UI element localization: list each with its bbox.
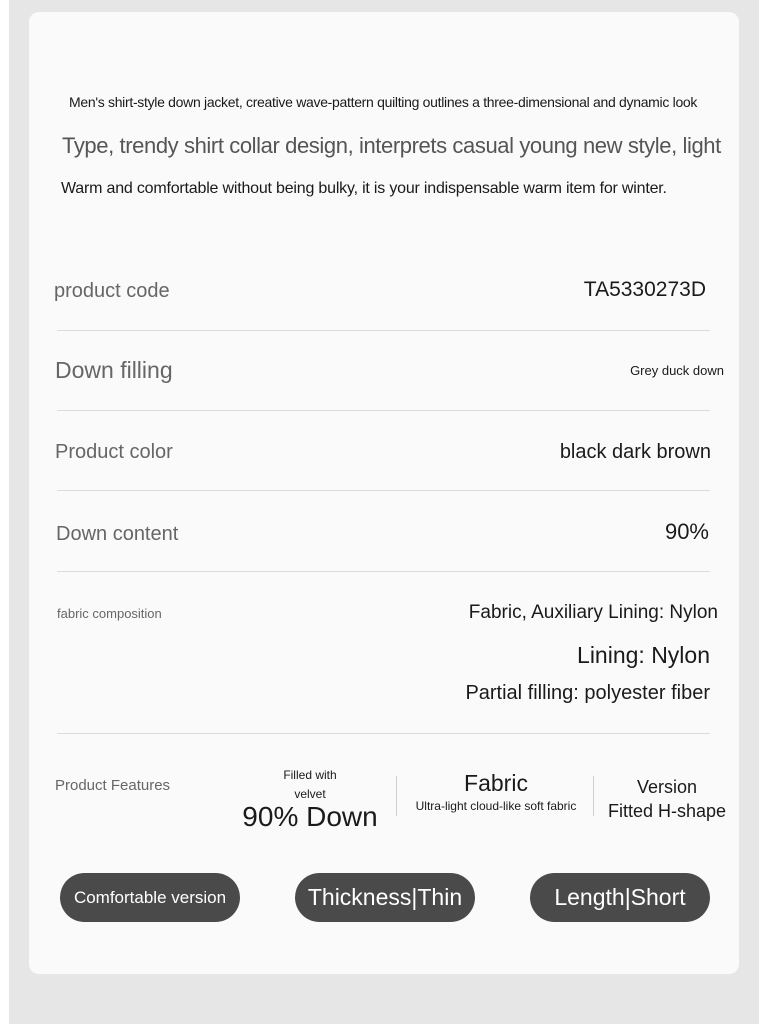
divider (57, 330, 710, 331)
intro-line-2: Type, trendy shirt collar design, interprets casual young new style, light (62, 133, 721, 158)
intro-line-3: Warm and comfortable without being bulky, it is your indispensable warm item for winter. (61, 180, 667, 197)
tag-comfortable-version: Comfortable version (60, 873, 240, 922)
product-code-value: TA5330273D (583, 278, 706, 301)
fabric-composition-line: Fabric, Auxiliary Lining: Nylon (468, 602, 718, 623)
down-filling-value: Grey duck down (630, 363, 724, 378)
feature-fabric-title: Fabric (464, 770, 528, 796)
feature-version (600, 775, 734, 823)
feature-version-value: Fitted H-shape (607, 801, 727, 821)
feature-down-fill (240, 766, 380, 832)
feature-separator (593, 776, 594, 816)
feature-separator (396, 776, 397, 816)
tag-length: Length|Short (530, 873, 710, 922)
product-color-value: black dark brown (559, 441, 711, 463)
product-code-label: product code (54, 280, 170, 302)
feature-fabric-caption: Ultra-light cloud-like soft fabric (415, 799, 577, 813)
divider (57, 490, 710, 491)
product-features-label: Product Features (55, 777, 171, 794)
down-content-label: Down content (56, 523, 179, 545)
fabric-composition-line: Partial filling: polyester fiber (465, 682, 710, 704)
intro-line-1: Men's shirt-style down jacket, creative wave-pattern quilting outlines a three-dimensional and dynamic look (69, 94, 698, 110)
feature-version-title: Version (636, 777, 698, 797)
product-color-label: Product color (55, 441, 173, 463)
divider (57, 733, 710, 734)
fabric-composition-label: fabric composition (57, 606, 162, 621)
down-content-value: 90% (664, 519, 709, 544)
down-filling-label: Down filling (55, 357, 173, 383)
tag-thickness: Thickness|Thin (295, 873, 475, 922)
feature-down-fill-caption: Filled with velvet (283, 768, 337, 801)
fabric-composition-line: Lining: Nylon (577, 642, 710, 668)
divider (57, 571, 710, 572)
feature-fabric (410, 769, 582, 815)
divider (57, 410, 710, 411)
feature-down-fill-value: 90% Down (242, 801, 378, 832)
